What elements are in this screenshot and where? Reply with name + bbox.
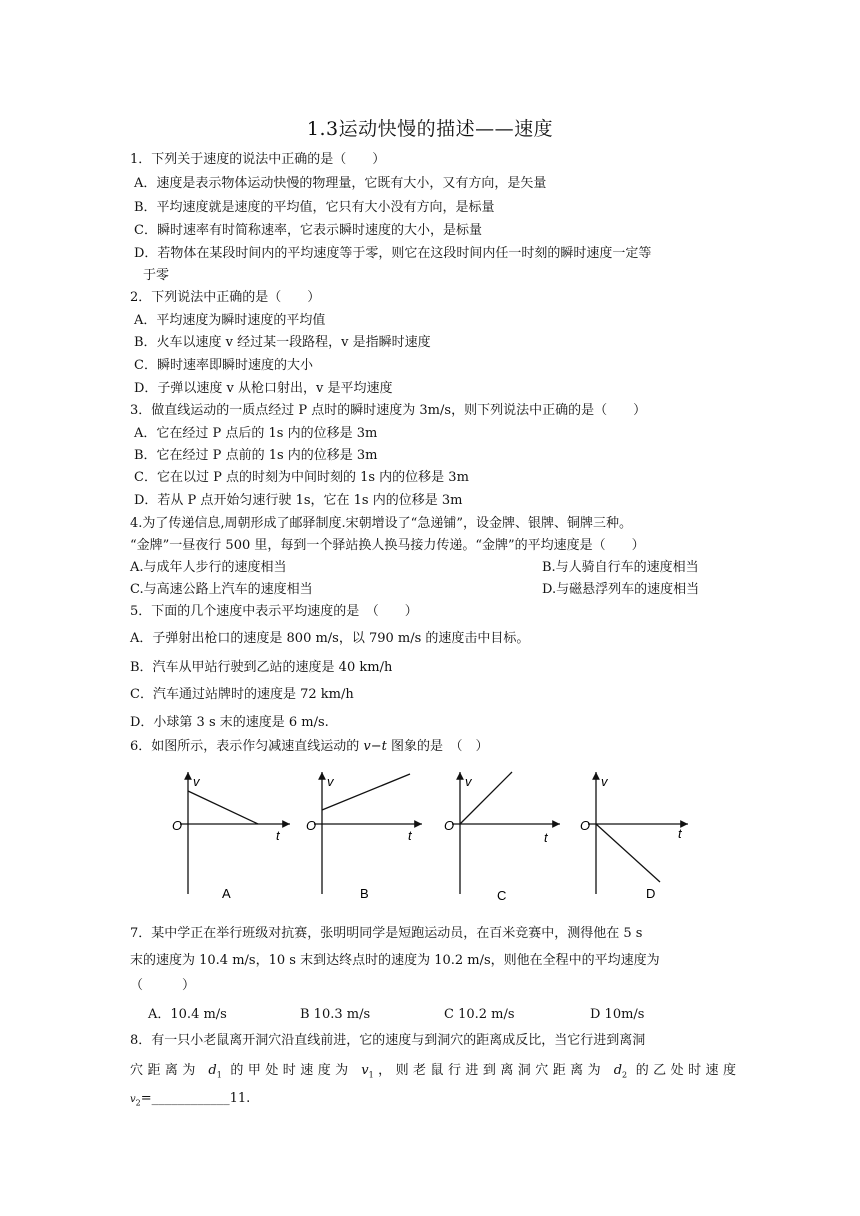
graph-b-t-label: t (408, 828, 412, 843)
q3-option-a: A．它在经过 P 点后的 1s 内的位移是 3m (134, 426, 378, 441)
q3-option-c: C．它在以过 P 点的时刻为中间时刻的 1s 内的位移是 3m (134, 470, 469, 485)
q7-option-d: D 10m/s (590, 1007, 645, 1022)
q6-stem-var-t: t (381, 739, 387, 754)
q8-var-d1-sub: 1 (216, 1070, 222, 1080)
q7-stem-line2: 末的速度为 10.4 m/s，10 s 末到达终点时的速度为 10.2 m/s，则他在全程中的平均速度为 (130, 953, 660, 968)
graph-b-origin-label: O (306, 818, 317, 833)
q3-option-d: D．若从 P 点开始匀速行驶 1s，它在 1s 内的位移是 3m (134, 493, 463, 508)
graph-a-origin-label: O (172, 818, 183, 833)
q6-stem-dash: − (370, 739, 382, 754)
q4-option-c: C.与高速公路上汽车的速度相当 (130, 582, 313, 597)
q8-line2-pre: 穴距离为 (130, 1063, 209, 1078)
q1-option-d: D．若物体在某段时间内的平均速度等于零，则它在这段时间内任一时刻的瞬时速度一定等 (134, 246, 652, 261)
q8-var-d2-sub: 2 (622, 1070, 628, 1080)
q7-option-a: A．10.4 m/s (148, 1007, 227, 1022)
q8-var-d1: d (208, 1063, 217, 1078)
q1-option-c: C．瞬时速率有时简称速率，它表示瞬时速度的大小，是标量 (134, 223, 482, 238)
q1-option-b: B．平均速度就是速度的平均值，它只有大小没有方向，是标量 (134, 200, 495, 215)
q2-option-c: C．瞬时速率即瞬时速度的大小 (134, 358, 313, 373)
graph-d-label: D (646, 886, 656, 901)
page-title: 1.3运动快慢的描述——速度 (306, 118, 554, 140)
q8-var-d2: d (613, 1063, 623, 1078)
q3-stem: 3．做直线运动的一质点经过 P 点时的瞬时速度为 3m/s，则下列说法中正确的是（ ） (130, 403, 647, 418)
graph-d-t-label: t (678, 826, 682, 841)
q8-answer-blank: =____________11. (140, 1091, 251, 1106)
graph-c-v-label: v (465, 774, 472, 789)
graph-d-origin-label: O (580, 818, 591, 833)
q4-option-d: D.与磁悬浮列车的速度相当 (542, 582, 700, 597)
graph-d (580, 772, 688, 901)
q8-line2-post: 的乙处时速度 (627, 1063, 736, 1078)
q6-stem-post: 图象的是 （ ） (386, 739, 489, 754)
q8-var-v1: v (361, 1063, 369, 1078)
q5-option-a: A．子弹射出枪口的速度是 800 m/s，以 790 m/s 的速度击中目标。 (130, 631, 530, 646)
q1-option-d-cont: 于零 (143, 268, 170, 283)
graph-b (306, 772, 422, 901)
q6-stem-pre: 6．如图所示，表示作匀减速直线运动的 (130, 739, 364, 754)
q7-stem-line1: 7．某中学正在举行班级对抗赛，张明明同学是短跑运动员，在百米竞赛中，测得他在 5 s (130, 926, 643, 941)
q6-stem-var-v: v (363, 739, 371, 754)
q5-option-c: C．汽车通过站牌时的速度是 72 km/h (130, 687, 354, 702)
q8-line2-mid2: ，则老鼠行进到离洞穴距离为 (373, 1063, 614, 1078)
q4-stem-line1: 4.为了传递信息,周朝形成了邮驿制度.宋朝增设了“急递铺”，设金牌、银牌、铜牌三种。 (130, 516, 632, 531)
q8-stem-line3 (130, 1090, 250, 1113)
q4-option-a: A.与成年人步行的速度相当 (130, 560, 287, 575)
graph-c-origin-label: O (444, 818, 455, 833)
q8-var-v2: v (130, 1094, 136, 1105)
graph-a-v-label: v (193, 774, 200, 789)
q7-option-b: B 10.3 m/s (300, 1007, 371, 1022)
q6-stem (130, 738, 489, 756)
graph-b-v-label: v (327, 774, 334, 789)
q8-var-v1-sub: 1 (368, 1070, 374, 1080)
q1-option-a: A．速度是表示物体运动快慢的物理量，它既有大小，又有方向，是矢量 (134, 176, 547, 191)
q8-stem-line1: 8．有一只小老鼠离开洞穴沿直线前进，它的速度与到洞穴的距离成反比，当它行进到离洞 (130, 1033, 646, 1048)
graph-a-line (188, 791, 258, 824)
q2-option-d: D．子弹以速度 v 从枪口射出，v 是平均速度 (134, 381, 393, 396)
graph-b-line (322, 774, 410, 810)
q7-option-c: C 10.2 m/s (444, 1007, 515, 1022)
q1-stem: 1．下列关于速度的说法中正确的是（ ） (130, 152, 386, 167)
graph-c-label: C (497, 888, 507, 903)
q5-option-b: B．汽车从甲站行驶到乙站的速度是 40 km/h (130, 660, 393, 675)
graph-a-label: A (222, 886, 231, 901)
q5-option-d: D．小球第 3 s 末的速度是 6 m/s. (130, 715, 329, 730)
q4-stem-line2: “金牌”一昼夜行 500 里，每到一个驿站换人换马接力传递。“金牌”的平均速度是（ ） (130, 538, 645, 553)
q8-line2-mid: 的甲处时速度为 (221, 1063, 362, 1078)
graph-d-line (596, 824, 660, 882)
q4-option-b: B.与人骑自行车的速度相当 (542, 560, 699, 575)
q3-option-b: B．它在经过 P 点前的 1s 内的位移是 3m (134, 448, 378, 463)
graph-b-label: B (360, 886, 369, 901)
q5-stem: 5．下面的几个速度中表示平均速度的是 （ ） (130, 604, 418, 619)
vt-graphs-figure (160, 768, 700, 908)
graph-a (172, 772, 290, 901)
graph-c (444, 772, 560, 903)
graph-a-t-label: t (276, 828, 280, 843)
q7-stem-line3: （ ） (130, 978, 196, 993)
q2-option-b: B．火车以速度 v 经过某一段路程，v 是指瞬时速度 (134, 335, 431, 350)
q8-stem-line2 (130, 1062, 736, 1085)
graph-c-t-label: t (544, 830, 548, 845)
graph-d-v-label: v (601, 774, 608, 789)
q2-stem: 2．下列说法中正确的是（ ） (130, 290, 321, 305)
q8-var-v2-sub: 2 (135, 1098, 141, 1108)
q2-option-a: A．平均速度为瞬时速度的平均值 (134, 313, 326, 328)
